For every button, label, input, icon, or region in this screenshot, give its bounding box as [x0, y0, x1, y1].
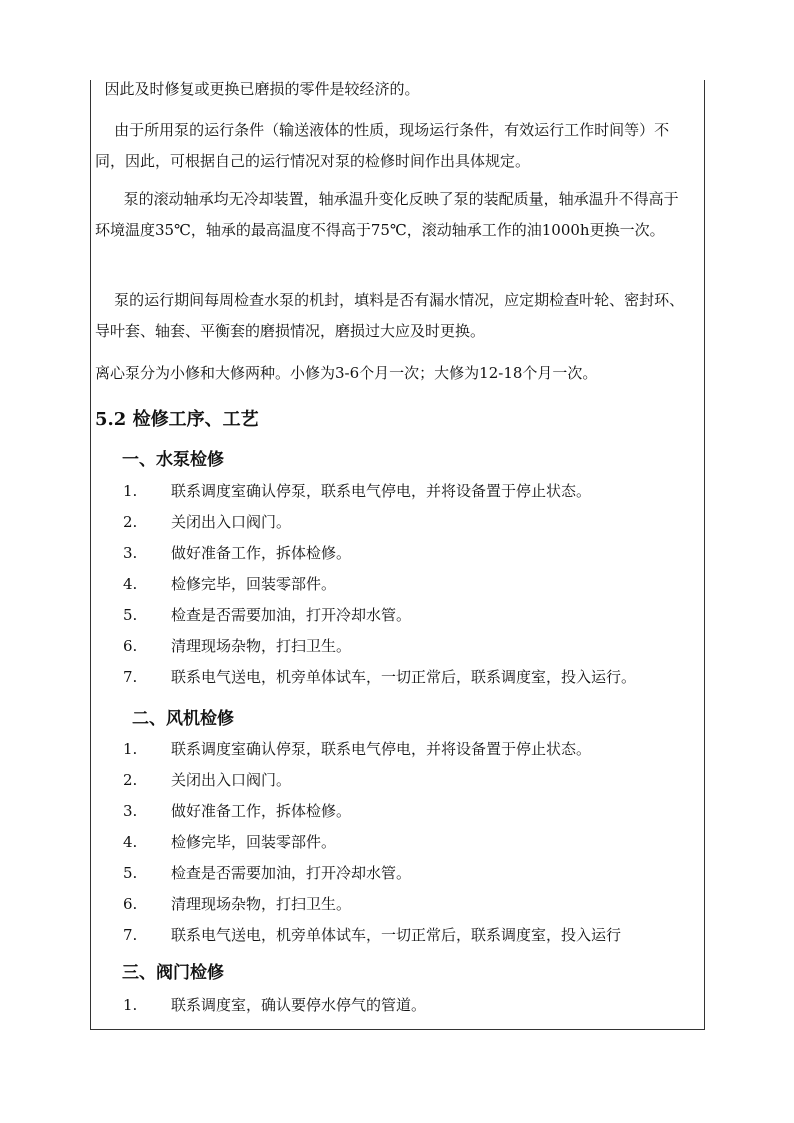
paragraph-4: 泵的运行期间每周检查水泵的机封，填料是否有漏水情况，应定期检查叶轮、密封环、导叶套、轴套、平衡套的磨损情况，磨损过大应及时更换。	[95, 291, 685, 340]
list-item: 1. 联系调度室确认停泵，联系电气停电，并将设备置于停止状态。	[123, 482, 592, 500]
list-item: 7. 联系电气送电，机旁单体试车，一切正常后，联系调度室，投入运行。	[123, 668, 637, 686]
list-item: 1. 联系调度室，确认要停水停气的管道。	[123, 996, 427, 1014]
list-item: 2. 关闭出入口阀门。	[123, 513, 292, 531]
fan-section-title: 二、风机检修	[132, 709, 234, 729]
list-item: 4. 检修完毕，回装零部件。	[123, 575, 337, 593]
pump-steps-list	[95, 476, 695, 693]
section-title: 5.2 检修工序、工艺	[95, 409, 259, 430]
paragraph-1: 因此及时修复或更换已磨损的零件是较经济的。	[95, 80, 420, 98]
list-item: 3. 做好准备工作，拆体检修。	[123, 544, 352, 562]
list-item: 2. 关闭出入口阀门。	[123, 771, 292, 789]
paragraph-2: 由于所用泵的运行条件（输送液体的性质，现场运行条件，有效运行工作时间等）不同，因此，可根据自己的运行情况对泵的检修时间作出具体规定。	[95, 121, 670, 170]
list-item: 7. 联系电气送电，机旁单体试车，一切正常后，联系调度室，投入运行	[123, 926, 622, 944]
paragraph-5: 离心泵分为小修和大修两种。小修为3-6个月一次；大修为12-18个月一次。	[95, 364, 598, 382]
pump-section-title: 一、水泵检修	[122, 450, 224, 470]
list-item: 5. 检查是否需要加油，打开冷却水管。	[123, 864, 412, 882]
list-item: 5. 检查是否需要加油，打开冷却水管。	[123, 606, 412, 624]
valve-section-title: 三、阀门检修	[122, 963, 224, 983]
list-item: 1. 联系调度室确认停泵，联系电气停电，并将设备置于停止状态。	[123, 740, 592, 758]
list-item: 6. 清理现场杂物，打扫卫生。	[123, 895, 352, 913]
list-item: 4. 检修完毕，回装零部件。	[123, 833, 337, 851]
paragraph-3: 泵的滚动轴承均无冷却装置，轴承温升变化反映了泵的装配质量，轴承温升不得高于环境温度35℃，轴承的最高温度不得高于75℃，滚动轴承工作的油1000h更换一次。	[95, 190, 679, 239]
list-item: 6. 清理现场杂物，打扫卫生。	[123, 637, 352, 655]
list-item: 3. 做好准备工作，拆体检修。	[123, 802, 352, 820]
valve-steps-list	[95, 990, 695, 1021]
fan-steps-list	[95, 734, 695, 951]
